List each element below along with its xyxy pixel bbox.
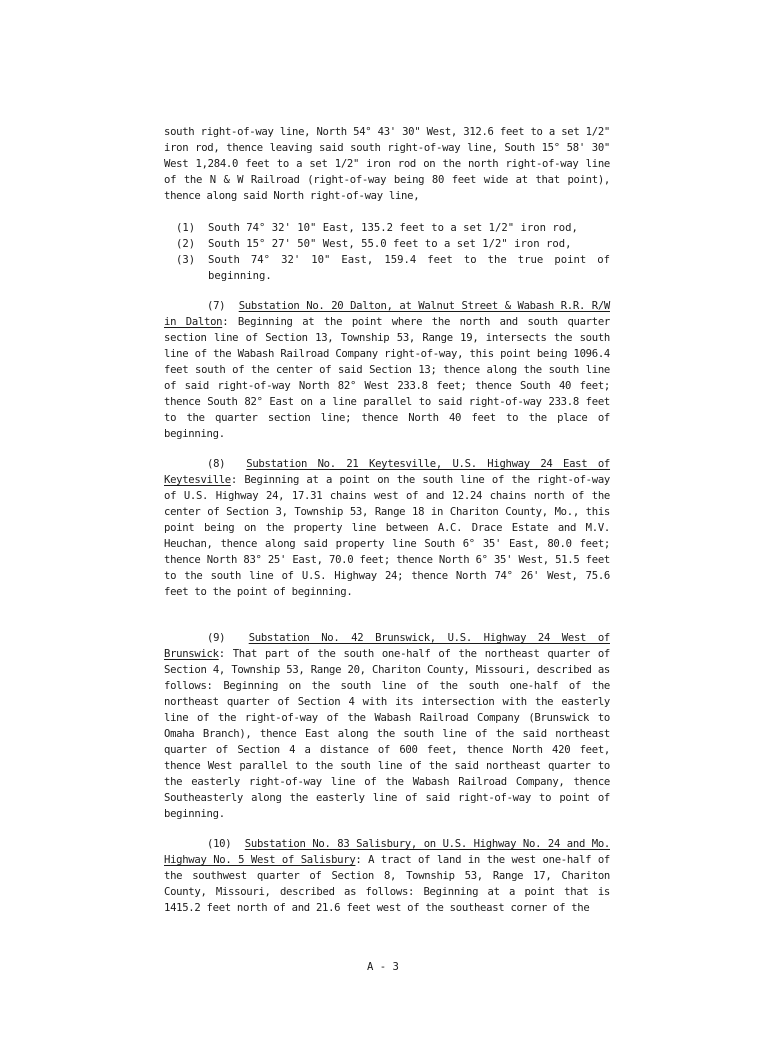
course-item	[164, 252, 610, 284]
section-9-block	[164, 630, 610, 822]
courses-list-block	[164, 220, 610, 284]
section-title: Substation No. 21 Keytesville, U.S. Highway 24 East of Keytesville	[164, 458, 611, 486]
section-number: (7)	[207, 300, 226, 312]
course-text: South 15° 27' 50" West, 55.0 feet to a set 1/2" iron rod,	[208, 238, 572, 250]
section-body: : A tract of land in the west one-half of the southwest quarter of Section 8, Township 53, Range 17, Chariton County, Missouri, described as follows: Beginning at a point that is 1415.2 feet north of and 21.6 feet west of the southeast corner of the	[164, 854, 611, 914]
section-number: (9)	[207, 632, 226, 644]
section-body: : That part of the south one-half of the northeast quarter of Section 4, Township 53, Range 20, Chariton County, Missouri, described as follows: Beginning on the south line of the south one-half of the northeast quarter of Section 4 with its intersection with the easterly line of the right-of-way of the Wabash Railroad Company (Brunswick to Omaha Branch), thence East along the south line of the said northeast quarter of Section 4 a distance of 600 feet, thence North 420 feet, thence West parallel to the south line of the said northeast quarter to the easterly right-of-way line of the Wabash Railroad Company, thence Southeasterly along the easterly line of said right-of-way to point of beginning.	[164, 648, 610, 820]
section-title: Substation No. 20 Dalton, at Walnut Street & Wabash R.R. R/W in Dalton	[164, 300, 610, 328]
intro-paragraph-block	[164, 124, 610, 204]
course-number: (1)	[176, 222, 196, 234]
section-paragraph	[164, 836, 610, 916]
section-body: : Beginning at the point where the north and south quarter section line of Section 13, Township 53, Range 19, intersects the south line of the Wabash Railroad Company right-of-way, this point being 1096.4 feet south of the center of said Section 13; thence along the south line of said right-of-way North 82° West 233.8 feet; thence South 40 feet; thence South 82° East on a line parallel to said right-of-way 233.8 feet to the quarter section line; thence North 40 feet to the place of beginning.	[164, 316, 610, 440]
course-item	[164, 236, 610, 252]
section-10-block	[164, 836, 610, 916]
section-paragraph	[164, 456, 610, 600]
section-paragraph	[164, 298, 610, 442]
section-number: (10)	[207, 838, 232, 850]
section-number: (8)	[207, 458, 226, 470]
section-paragraph	[164, 630, 610, 822]
section-7-block	[164, 298, 610, 442]
course-number: (2)	[176, 238, 196, 250]
course-text: South 74° 32' 10" East, 135.2 feet to a set 1/2" iron rod,	[208, 222, 578, 234]
course-number: (3)	[176, 254, 196, 266]
course-item	[164, 220, 610, 236]
intro-paragraph: south right-of-way line, North 54° 43' 30" West, 312.6 feet to a set 1/2" iron rod, thence leaving said south right-of-way line, South 15° 58' 30" West 1,284.0 feet to a set 1/2" iron rod on the north right-of-way line of the N & W Railroad (right-of-way being 80 feet wide at that point), thence along said North right-of-way line,	[164, 126, 610, 202]
section-body: : Beginning at a point on the south line of the right-of-way of U.S. Highway 24, 17.31 chains west of and 12.24 chains north of the center of Section 3, Township 53, Range 18 in Chariton County, Mo., this point being on the property line between A.C. Drace Estate and M.V. Heuchan, thence along said property line South 6° 35' East, 80.0 feet; thence North 83° 25' East, 70.0 feet; thence North 6° 35' West, 51.5 feet to the south line of U.S. Highway 24; thence North 74° 26' West, 75.6 feet to the point of beginning.	[164, 474, 610, 598]
page-number: A - 3	[367, 961, 399, 973]
section-title: Substation No. 83 Salisbury, on U.S. Highway No. 24 and Mo. Highway No. 5 West of Salisbury	[164, 838, 610, 866]
courses-list	[164, 220, 610, 284]
section-title: Substation No. 42 Brunswick, U.S. Highway 24 West of Brunswick	[164, 632, 610, 660]
section-8-block	[164, 456, 610, 600]
course-text: South 74° 32' 10" East, 159.4 feet to the true point of beginning.	[208, 254, 610, 282]
